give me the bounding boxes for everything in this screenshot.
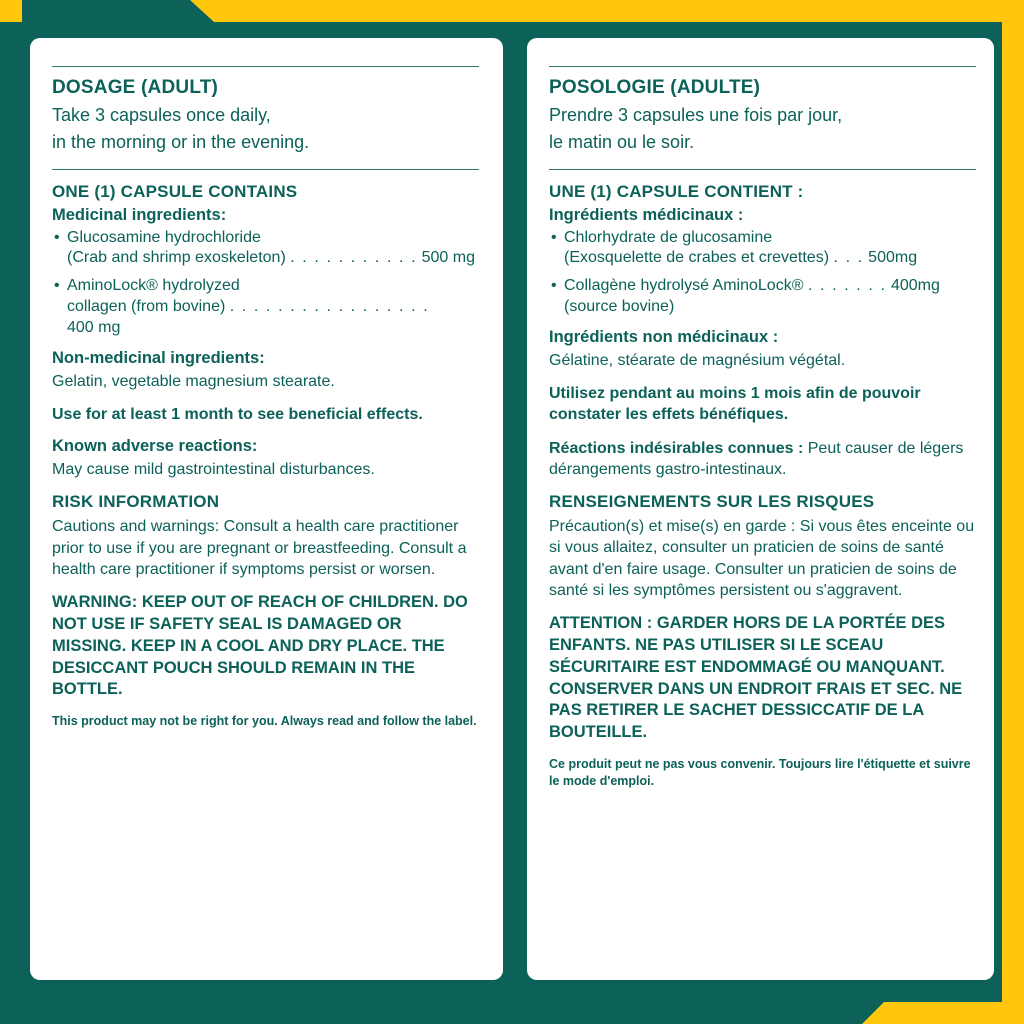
divider-mid-en (52, 169, 479, 170)
fineprint-en: This product may not be right for you. Always read and follow the label. (52, 714, 477, 729)
capsule-contains-title-en: ONE (1) CAPSULE CONTAINS (52, 181, 298, 201)
list-item (549, 276, 976, 318)
medicinal-title-en: Medicinal ingredients: (52, 205, 227, 224)
ingredient-dots-en-1: . . . . . . . . . . . . . . . . . (229, 298, 430, 316)
warning-text-en: WARNING: KEEP OUT OF REACH OF CHILDREN. DO NOT USE IF SAFETY SEAL IS DAMAGED OR MISSING. KEEP IN A COOL AND DRY PLACE. THE DESICCANT POUCH SHOULD REMAIN IN THE BOTTLE. (52, 593, 468, 699)
warning-text-fr: ATTENTION : GARDER HORS DE LA PORTÉE DES ENFANTS. NE PAS UTILISER SI LE SCEAU SÉCURITAIRE EST ENDOMMAGÉ OU MANQUANT. CONSERVER DANS UN ENDROIT FRAIS ET SEC. NE PAS RETIRER LE SACHET DESSICCATIF DE LA BOUTEILLE. (549, 614, 963, 742)
ingredient-amount-en-1: 400 mg (67, 318, 121, 336)
ingredient-source-en-0: (Crab and shrimp exoskeleton) (67, 249, 286, 267)
adverse-text-fr: Peut causer de légers dérangements gastro-intestinaux. (549, 439, 964, 478)
adverse-title-en: Known adverse reactions: (52, 437, 258, 456)
risk-title-fr: RENSEIGNEMENTS SUR LES RISQUES (549, 492, 875, 512)
french-label-card (527, 38, 994, 980)
ingredient-dots-fr-0: . . . (833, 249, 864, 267)
divider-top-en (52, 66, 479, 67)
ingredient-amount-en-0: 500 mg (421, 249, 475, 267)
dosage-line2-fr: le matin ou le soir. (549, 131, 695, 152)
ingredient-amount-fr-0: 500mg (868, 249, 918, 267)
ingredient-name-en-1: AminoLock® hydrolyzed (67, 277, 240, 295)
divider-top-fr (549, 66, 976, 67)
list-item (549, 228, 976, 270)
use-note-fr: Utilisez pendant au moins 1 mois afin de pouvoir constater les effets bénéfiques. (549, 385, 921, 424)
fineprint-fr: Ce produit peut ne pas vous convenir. Toujours lire l'étiquette et suivre le mode d'emploi. (549, 756, 971, 788)
risk-text-en: Cautions and warnings: Consult a health care practitioner prior to use if you are pregnant or breastfeeding. Consult a health care practitioner if symptoms persist or worsen. (52, 518, 467, 578)
ingredient-dots-en-0: . . . . . . . . . . . (290, 249, 418, 267)
non-medicinal-title-fr: Ingrédients non médicinaux : (549, 327, 779, 346)
capsule-contains-title-fr: UNE (1) CAPSULE CONTIENT : (549, 181, 804, 201)
adverse-block-fr (549, 438, 976, 481)
english-label-card (30, 38, 503, 980)
risk-title-en: RISK INFORMATION (52, 492, 220, 512)
ingredient-list-en (52, 228, 479, 339)
adverse-title-fr: Réactions indésirables connues : (549, 439, 804, 457)
adverse-text-en: May cause mild gastrointestinal disturbances. (52, 461, 375, 479)
ingredient-name-en-0: Glucosamine hydrochloride (67, 228, 261, 246)
divider-mid-fr (549, 169, 976, 170)
ingredient-source-en-1: collagen (from bovine) (67, 298, 226, 316)
dosage-title-fr: POSOLOGIE (ADULTE) (549, 77, 761, 98)
ingredient-dots-fr-1: . . . . . . . (807, 277, 887, 295)
ingredient-list-fr (549, 228, 976, 318)
risk-text-fr: Précaution(s) et mise(s) en garde : Si vous êtes enceinte ou si vous allaitez, consulter un praticien de soins de santé avant d'en faire usage. Consulter un praticien de soins de santé si les symptômes persistent ou s'aggravent. (549, 518, 975, 599)
dosage-line1-en: Take 3 capsules once daily, (52, 105, 271, 125)
dosage-line2-en: in the morning or in the evening. (52, 131, 310, 152)
ingredient-source-fr-1: (source bovine) (564, 298, 675, 316)
dosage-title-en: DOSAGE (ADULT) (52, 77, 219, 98)
list-item (52, 228, 479, 270)
non-medicinal-text-fr: Gélatine, stéarate de magnésium végétal. (549, 351, 846, 369)
non-medicinal-text-en: Gelatin, vegetable magnesium stearate. (52, 372, 335, 390)
dosage-line1-fr: Prendre 3 capsules une fois par jour, (549, 105, 843, 125)
use-note-en: Use for at least 1 month to see beneficial effects. (52, 405, 423, 423)
ingredient-name-fr-0: Chlorhydrate de glucosamine (564, 228, 773, 246)
ingredient-amount-fr-1: 400mg (890, 277, 940, 295)
medicinal-title-fr: Ingrédients médicinaux : (549, 205, 744, 224)
ingredient-source-fr-0: (Exosquelette de crabes et crevettes) (564, 249, 830, 267)
non-medicinal-title-en: Non-medicinal ingredients: (52, 348, 265, 367)
ingredient-name-fr-1: Collagène hydrolysé AminoLock® (564, 277, 804, 295)
list-item (52, 276, 479, 338)
